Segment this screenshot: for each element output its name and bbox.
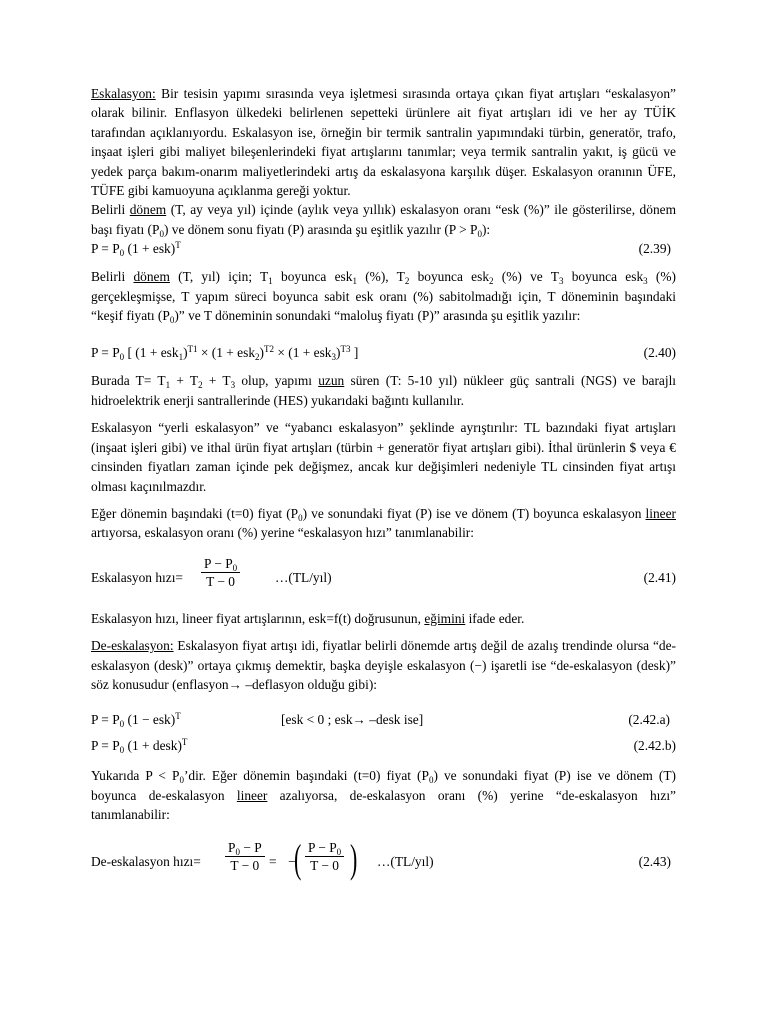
eq-text: (1 − esk) xyxy=(124,712,176,728)
paragraph-period-rate xyxy=(91,200,676,239)
subscript: 0 xyxy=(298,512,303,523)
equation-number: (2.43) xyxy=(638,853,671,869)
subscript: 0 xyxy=(119,719,125,730)
unit-label: …(TL/yıl) xyxy=(275,569,332,585)
equation-2-42a xyxy=(91,710,676,730)
subscript: 0 xyxy=(232,562,238,573)
fraction xyxy=(225,839,265,874)
equation-2-40 xyxy=(91,343,676,363)
equation-2-39 xyxy=(91,239,676,259)
text-run: artıyorsa, eskalasyon oranı (%) yerine “eskalasyon hızı” tanımlanabilir: xyxy=(91,525,474,541)
fraction-denominator: T − 0 xyxy=(310,857,340,873)
equation-condition: [esk < 0 ; esk→ –desk ise] xyxy=(281,712,424,728)
superscript: T xyxy=(175,711,181,722)
superscript: T xyxy=(181,737,188,748)
paragraph-eskalasyon-definition xyxy=(91,84,676,200)
text-run: Eskalasyon hızı, lineer fiyat artışlarının, esk=f(t) doğrusunun, xyxy=(91,610,425,626)
term-de-eskalasyon: De-eskalasyon: xyxy=(91,638,174,654)
underlined-word: lineer xyxy=(645,505,676,521)
equation-label: Eskalasyon hızı= xyxy=(91,569,183,585)
subscript: 0 xyxy=(169,315,175,326)
paragraph-text: Eskalasyon fiyat artışı idi, fiyatlar belirli dönemde artış değil de azalış trendinde olursa “de-eskalasyon (desk)” ortaya çıkmış demektir, başka deyişle eskalasyon (−) işaretli ise “de-eskalasyon (desk)” söz konusudur (enflasyon→ –deflasyon olduğu gibi): xyxy=(91,638,676,692)
text-run: boyunca esk xyxy=(563,269,644,285)
fraction-numerator xyxy=(225,839,265,857)
subscript: 3 xyxy=(558,276,564,287)
text-run: + T xyxy=(170,373,199,389)
fraction-denominator: T − 0 xyxy=(206,573,236,589)
term-eskalasyon: Eskalasyon: xyxy=(91,86,156,101)
subscript: 3 xyxy=(331,352,336,363)
subscript: 1 xyxy=(178,352,184,363)
equation-2-43 xyxy=(91,835,676,883)
superscript: T2 xyxy=(264,344,274,355)
subscript: 0 xyxy=(119,745,125,756)
equation-number: (2.40) xyxy=(643,345,676,361)
subscript: 1 xyxy=(352,276,357,287)
eq-text: ) xyxy=(183,345,188,361)
eq-text: ] xyxy=(350,345,359,361)
text-run: boyunca esk xyxy=(409,269,490,285)
eq-text: P = P xyxy=(91,241,120,257)
eq-text: × (1 + esk xyxy=(274,345,332,361)
subscript: 2 xyxy=(404,276,410,287)
underlined-word: eğimini xyxy=(424,610,466,626)
paragraph-text: Eskalasyon “yerli eskalasyon” ve “yabancı eskalasyon” şeklinde ayrıştırılır: TL bazındaki fiyat artışları (inşaat işleri gibi) ve ithal ürün fiyat artışları (türbin + generatör fiyat artışları gibi). İthal ürünlerin $ veya € cinsinden fiyatları zaman içinde pek değişmez, ancak kur değişimleri nedeniyle TL cinsinden fiyat artışı olması kaçınılmazdır. xyxy=(91,420,676,494)
subscript: 0 xyxy=(159,228,164,239)
subscript: 0 xyxy=(477,228,482,239)
equation-2-41 xyxy=(91,555,676,599)
equation-number: (2.42.a) xyxy=(628,712,670,728)
equation-label: De-eskalasyon hızı= xyxy=(91,853,201,869)
superscript: T1 xyxy=(187,344,198,355)
eq-text: P = P xyxy=(91,738,120,754)
subscript: 3 xyxy=(230,380,236,391)
paragraph-slope xyxy=(91,609,676,628)
text-run: (T, yıl) için; T xyxy=(169,269,269,285)
text-run: ) ve sonundaki fiyat (P) ise ve dönem (T) boyunca eskalasyon xyxy=(302,505,646,521)
fraction-numerator xyxy=(201,555,240,573)
subscript: 0 xyxy=(336,846,342,857)
fraction-numerator xyxy=(305,839,344,857)
eq-text: × (1 + esk xyxy=(197,345,256,361)
paragraph-multi-period xyxy=(91,267,676,325)
equation-number: (2.42.b) xyxy=(633,738,676,754)
paragraph-long-construction xyxy=(91,371,676,410)
text-run: ) ve dönem sonu fiyatı (P) arasında şu eşitlik yazılır (P > P xyxy=(163,221,478,237)
text-run: ): xyxy=(481,221,491,237)
text-run: ifade eder. xyxy=(465,610,525,626)
subscript: 0 xyxy=(428,775,434,786)
eq-text: (1 + desk) xyxy=(124,738,182,754)
subscript: 1 xyxy=(268,276,273,287)
unit-label: …(TL/yıl) xyxy=(377,853,434,869)
superscript: T xyxy=(175,240,181,251)
text-run: azalıyorsa, de-eskalasyon oranı (%) yerine “de-eskalasyon hızı” tanımlanabilir: xyxy=(91,787,676,823)
right-parenthesis: ) xyxy=(349,835,358,881)
text-run: olup, yapımı xyxy=(235,373,319,389)
text-run: Eğer dönemin başındaki (t=0) fiyat (P xyxy=(91,505,299,521)
subscript: 0 xyxy=(119,248,125,259)
text-run: Burada T= T xyxy=(91,373,166,389)
eq-text: P − P xyxy=(308,839,337,855)
eq-text: P = P xyxy=(91,345,120,361)
text-run: ) ve sonundaki fiyat (P) ise ve dönem (T) boyunca de-eskalasyon xyxy=(91,768,676,803)
subscript: 2 xyxy=(198,380,203,391)
eq-text: ) xyxy=(259,345,264,361)
eq-text: (1 + esk) xyxy=(124,241,176,257)
paragraph-de-eskalasyon-definition xyxy=(91,636,676,694)
fraction-denominator: T − 0 xyxy=(230,857,260,873)
paragraph-linear-de-escalation xyxy=(91,766,676,824)
left-parenthesis: ( xyxy=(293,835,302,881)
text-run: (%), T xyxy=(356,269,405,285)
eq-text: P xyxy=(228,839,236,855)
text-run: süren (T: 5-10 yıl) nükleer güç santrali (NGS) ve barajlı hidroelektrik enerji santrallerinde (HES) yukarıdaki bağıntı kullanılır. xyxy=(91,373,677,408)
text-run: (%) ve T xyxy=(493,269,559,285)
equals-sign: = xyxy=(269,853,277,869)
equation-2-42b xyxy=(91,736,676,756)
subscript: 0 xyxy=(235,846,240,857)
text-run: Belirli xyxy=(91,269,134,285)
text-run: Belirli xyxy=(91,202,130,218)
fraction xyxy=(201,555,240,590)
subscript: 0 xyxy=(179,775,184,786)
subscript: 0 xyxy=(119,352,125,363)
eq-text: [ (1 + esk xyxy=(124,345,179,361)
text-run: boyunca esk xyxy=(272,269,353,285)
text-run: )” ve T döneminin sonundaki “maloluş fiyatı (P)” arasında şu eşitlik yazılır: xyxy=(174,308,581,324)
eq-text: P = P xyxy=(91,712,120,728)
subscript: 1 xyxy=(165,380,171,391)
eq-text: P − P xyxy=(204,555,233,571)
subscript: 2 xyxy=(489,276,494,287)
superscript: T3 xyxy=(340,344,351,355)
fraction xyxy=(305,839,344,874)
text-run: ’dir. Eğer dönemin başındaki (t=0) fiyat (P xyxy=(183,768,429,784)
minus-sign: − xyxy=(288,853,296,869)
document-page xyxy=(91,84,676,883)
eq-text: − P xyxy=(239,839,262,855)
underlined-word: uzun xyxy=(318,373,345,389)
text-run: (%) gerçekleşmişse, T yapım süreci boyunca sabit esk oranı (%) sabitolmadığı için, T döneminin başındaki “keşif fiyatı (P xyxy=(91,269,676,324)
paragraph-text: Bir tesisin yapımı sırasında veya işletmesi sırasında ortaya çıkan fiyat artışları “eskalasyon” olarak bilinir. Enflasyon ülkedeki belirlenen sepetteki ürünlere ait fiyat artışları idi ve her ay TÜİK tarafından açıklanıyordu. Eskalasyon ise, örneğin bir termik santralin yapımındaki türbin, generatör, trafo, inşaat işleri gibi maliyet bileşenlerindeki fiyat artışlarını tanımlar; veya termik santralin yakıt, iş gücü ve yedek parça bakım-onarım maliyetlerindeki artış da eskalasyona karşılık düşer. Eskalasyon oranının ÜFE, TÜFE gibi kamuoyuna açıklanma gereği yoktur. xyxy=(91,86,676,199)
text-run: Yukarıda P < P xyxy=(91,768,180,784)
subscript: 2 xyxy=(255,352,260,363)
paragraph-linear-escalation xyxy=(91,504,676,543)
underlined-word: dönem xyxy=(129,202,167,218)
underlined-word: lineer xyxy=(236,787,268,803)
equation-number: (2.39) xyxy=(638,241,671,257)
eq-text: ) xyxy=(336,345,341,361)
underlined-word: dönem xyxy=(133,269,170,285)
paragraph-local-foreign xyxy=(91,418,676,496)
text-run: (T, ay veya yıl) içinde (aylık veya yıllık) eskalasyon oranı “esk (%)” ile gösterilirse, dönem başı fiyatı (P xyxy=(91,202,676,237)
text-run: + T xyxy=(202,373,231,389)
equation-number: (2.41) xyxy=(643,569,676,585)
subscript: 3 xyxy=(643,276,648,287)
